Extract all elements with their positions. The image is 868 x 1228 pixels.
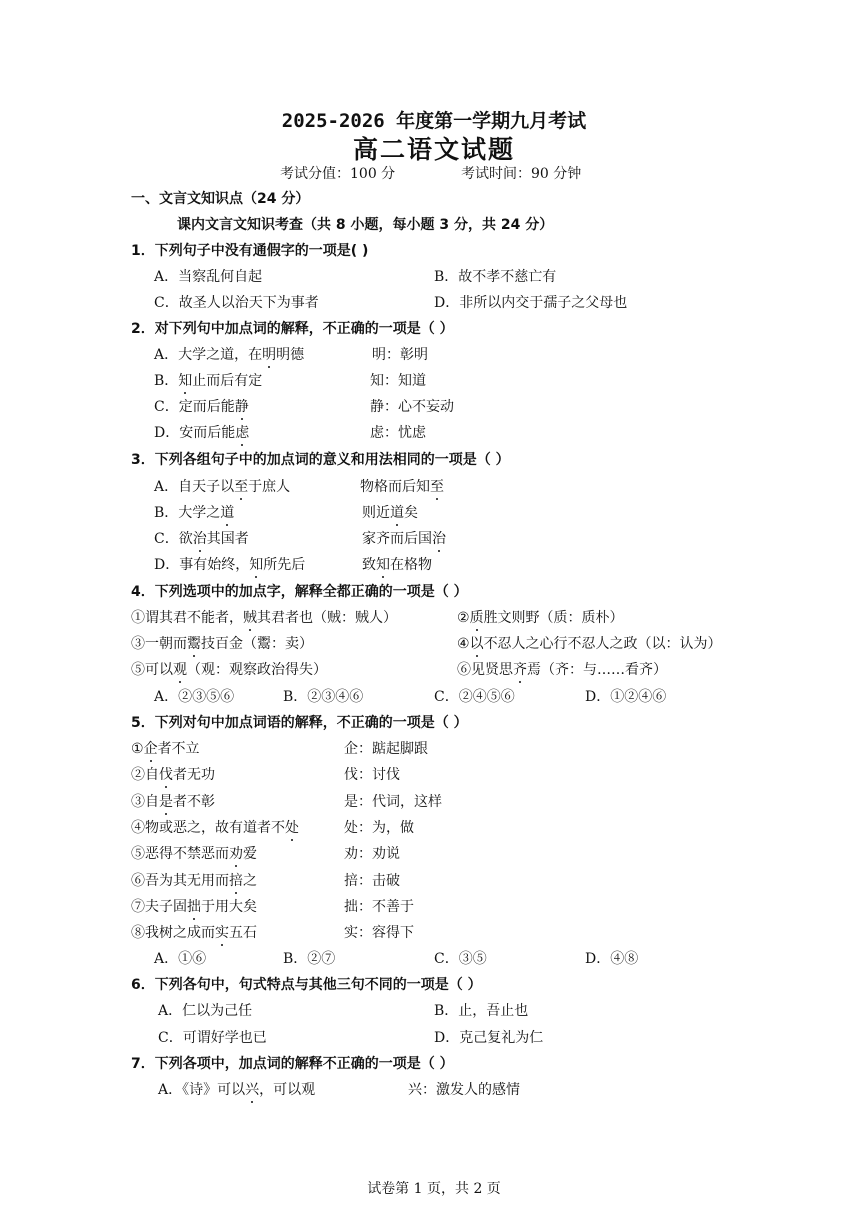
q2-gloss-a: 明：彰明 [372, 347, 428, 363]
q4-option-b: B．②③④⑥ [283, 689, 364, 705]
q5-gloss-1: 企：踮起脚跟 [344, 741, 428, 757]
q3-option-b-right: 则近道矣 [362, 505, 418, 521]
q4-option-c: C．②④⑤⑥ [434, 689, 515, 705]
q5-option-b: B．②⑦ [283, 951, 336, 967]
q1-stem: 1．下列句子中没有通假字的一项是( ) [131, 243, 369, 259]
q2-option-b: B．知止而后有定 [154, 373, 263, 389]
q7-option-a: A．《诗》可以兴，可以观 [158, 1082, 316, 1098]
q4-item-2: ②质胜文则野（质：质朴） [457, 610, 624, 626]
q1-option-b: B．故不孝不慈亡有 [434, 269, 557, 285]
q5-item-7: ⑦夫子固拙于用大矣 [131, 899, 257, 915]
time-info: 考试时间：90 分钟 [461, 166, 582, 182]
q2-gloss-b: 知：知道 [370, 373, 426, 389]
section-heading: 一、文言文知识点（24 分） [131, 191, 310, 207]
q4-item-3: ③一朝而鬻技百金（鬻：卖） [131, 636, 313, 652]
q5-option-c: C．③⑤ [434, 951, 487, 967]
q6-stem: 6．下列各句中，句式特点与其他三句不同的一项是（ ） [131, 977, 482, 993]
q2-stem: 2．对下列句中加点词的解释，不正确的一项是（ ） [131, 321, 454, 337]
q5-gloss-4: 处：为，做 [344, 820, 414, 836]
q6-option-c: C．可谓好学也已 [158, 1030, 267, 1046]
section-subheading: 课内文言文知识考查（共 8 小题，每小题 3 分，共 24 分） [177, 217, 554, 233]
q5-item-4: ④物或恶之，故有道者不处 [131, 820, 299, 836]
exam-title-line1: 2025-2026 年度第一学期九月考试 [281, 110, 587, 132]
q4-stem: 4．下列选项中的加点字，解释全都正确的一项是（ ） [131, 584, 468, 600]
q6-option-d: D．克己复礼为仁 [434, 1030, 544, 1046]
q5-option-d: D．④⑧ [585, 951, 639, 967]
q7-stem: 7．下列各项中，加点词的解释不正确的一项是（ ） [131, 1056, 454, 1072]
q2-option-d: D．安而后能虑 [154, 425, 250, 441]
q5-gloss-5: 劝：劝说 [344, 846, 400, 862]
exam-title-line2: 高二语文试题 [352, 135, 515, 164]
q1-option-c: C．故圣人以治天下为事者 [154, 295, 319, 311]
q5-gloss-3: 是：代词，这样 [344, 794, 442, 810]
q4-item-5: ⑤可以观（观：观察政治得失） [131, 662, 327, 678]
q5-item-1: ①企者不立 [131, 741, 200, 757]
q5-gloss-7: 拙：不善于 [344, 899, 414, 915]
q4-option-a: A．②③⑤⑥ [154, 689, 235, 705]
q6-option-b: B．止，吾止也 [434, 1003, 529, 1019]
q3-option-d-left: D．事有始终，知所先后 [154, 557, 306, 573]
q4-item-1: ①谓其君不能者，贼其君者也（贼：贼人） [131, 610, 397, 626]
q3-option-c-left: C．欲治其国者 [154, 531, 249, 547]
q5-item-3: ③自是者不彰 [131, 794, 215, 810]
q4-option-d: D．①②④⑥ [585, 689, 667, 705]
q5-gloss-8: 实：容得下 [344, 925, 414, 941]
q7-gloss-a: 兴：激发人的感情 [408, 1082, 520, 1098]
q5-gloss-2: 伐：讨伐 [344, 767, 400, 783]
q2-option-c: C．定而后能静 [154, 399, 249, 415]
q6-option-a: A．仁以为己任 [158, 1003, 253, 1019]
q1-option-d: D．非所以内交于孺子之父母也 [434, 295, 628, 311]
q3-option-a-left: A．自天子以至于庶人 [154, 479, 291, 495]
q3-option-d-right: 致知在格物 [362, 557, 432, 573]
q5-gloss-6: 掊：击破 [344, 873, 400, 889]
q4-item-6: ⑥见贤思齐焉（齐：与……看齐） [457, 662, 667, 678]
q5-stem: 5．下列对句中加点词语的解释，不正确的一项是（ ） [131, 715, 468, 731]
q2-gloss-c: 静：心不妄动 [370, 399, 454, 415]
q2-gloss-d: 虑：忧虑 [370, 425, 426, 441]
q5-item-6: ⑥吾为其无用而掊之 [131, 873, 257, 889]
score-info: 考试分值：100 分 [280, 166, 396, 182]
q3-stem: 3．下列各组句子中的加点词的意义和用法相同的一项是（ ） [131, 452, 510, 468]
q1-option-a: A．当察乱何自起 [154, 269, 263, 285]
q3-option-b-left: B．大学之道 [154, 505, 235, 521]
q5-item-2: ②自伐者无功 [131, 767, 215, 783]
q4-item-4: ④以不忍人之心行不忍人之政（以：认为） [457, 636, 722, 652]
q5-item-5: ⑤恶得不禁恶而劝爱 [131, 846, 257, 862]
page-footer: 试卷第 1 页，共 2 页 [367, 1181, 501, 1197]
q3-option-c-right: 家齐而后国治 [362, 531, 446, 547]
q5-item-8: ⑧我树之成而实五石 [131, 925, 257, 941]
q3-option-a-right: 物格而后知至 [360, 479, 444, 495]
q2-option-a: A．大学之道，在明明德 [154, 347, 305, 363]
q5-option-a: A．①⑥ [154, 951, 207, 967]
